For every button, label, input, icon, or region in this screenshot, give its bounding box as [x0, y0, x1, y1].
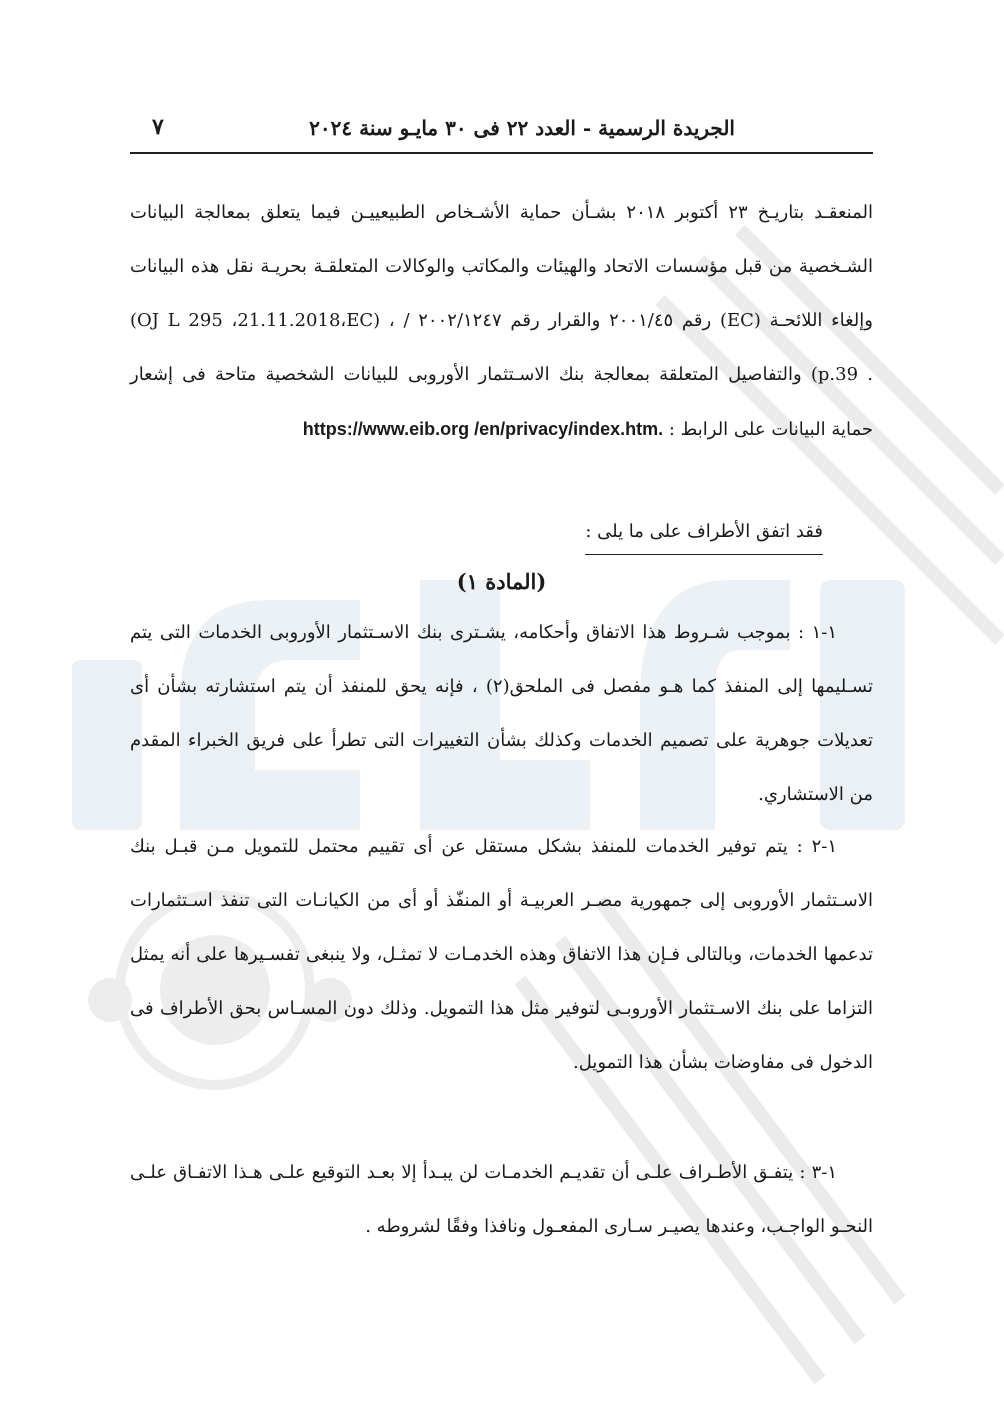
page-header [130, 112, 873, 154]
clause-text: ١-٣ : يتفـق الأطـراف علـى أن تقديـم الخدمـات لن يبـدأ إلا بعـد التوقيع علـى هـذا الاتفـاق علـى النحـو الواجـب، وعندها يصيـر سـارى المفعـول ونافذا وفقًا لشروطه . [130, 1162, 873, 1237]
citation-text: (OJ L 295 ،21.11.2018،EC) ، (p.39 . [130, 310, 873, 385]
document-page [130, 0, 873, 1418]
clause-1-3 [130, 1146, 873, 1254]
clause-text: ١-٢ : يتم توفير الخدمات للمنفذ بشكل مستقل عن أى تقييم محتمل للتمويل مـن قبـل بنك الاسـتثمار الأوروبى إلى جمهورية مصـر العربيـة أو المنفّذ أو أى من الكيانـات التى تنفذ اسـتثمارات تدعمها الخدمات، وبالتالى فـإن هذا الاتفاق وهذه الخدمـات لا تمثـل، ولا ينبغى تفسـيرها على أنه يمثل التزاما على بنك الاسـتثمار الأوروبـى لتوفير مثل هذا التمويل. وذلك دون المسـاس بحق الأطراف فى الدخول فى مفاوضات بشأن هذا التمويل. [130, 836, 873, 1073]
intro-paragraph [130, 186, 873, 457]
clause-1-1 [130, 606, 873, 822]
gazette-title: الجريدة الرسمية - العدد ٢٢ فى ٣٠ مايـو سنة ٢٠٢٤ [309, 116, 735, 140]
clause-text: ١-١ : بموجب شـروط هذا الاتفاق وأحكامه، يشـترى بنك الاسـتثمار الأوروبى الخدمات التى يتم تسـليمها إلى المنفذ كما هـو مفصل فى الملحق(٢) ، فإنه يحق للمنفذ أن يتم استشارته بشأن أى تعديلات جوهرية على تصميم الخدمات وكذلك بشأن التغييرات التى تطرأ على فريق الخبراء المقدم من الاستشاري. [130, 622, 873, 805]
intro-text-2: والتفاصيل المتعلقة بمعالجة بنك الاسـتثمار الأوروبى للبيانات الشخصية متاحة فى إشعار حماية البيانات على الرابط : [130, 364, 873, 440]
clause-1-2 [130, 820, 873, 1090]
agreement-line: فقد اتفق الأطراف على ما يلى : [585, 512, 823, 555]
page-number: ٧ [152, 114, 164, 140]
privacy-link[interactable]: https://www.eib.org /en/privacy/index.htm. [302, 419, 664, 439]
article-title: (المادة ١) [456, 569, 547, 594]
intro-text-1: المنعقـد بتاريـخ ٢٣ أكتوبر ٢٠١٨ بشـأن حماية الأشـخاص الطبيعييـن فيما يتعلق بمعالجة البيانات الشـخصية من قبل مؤسسات الاتحاد والهيئات والمكاتب والوكالات المتعلقـة بحريـة نقل هذه البيانات وإلغاء اللائحـة (EC) رقم ٢٠٠١/٤٥ والقرار رقم ٢٠٠٢/١٢٤٧ / [130, 202, 873, 331]
